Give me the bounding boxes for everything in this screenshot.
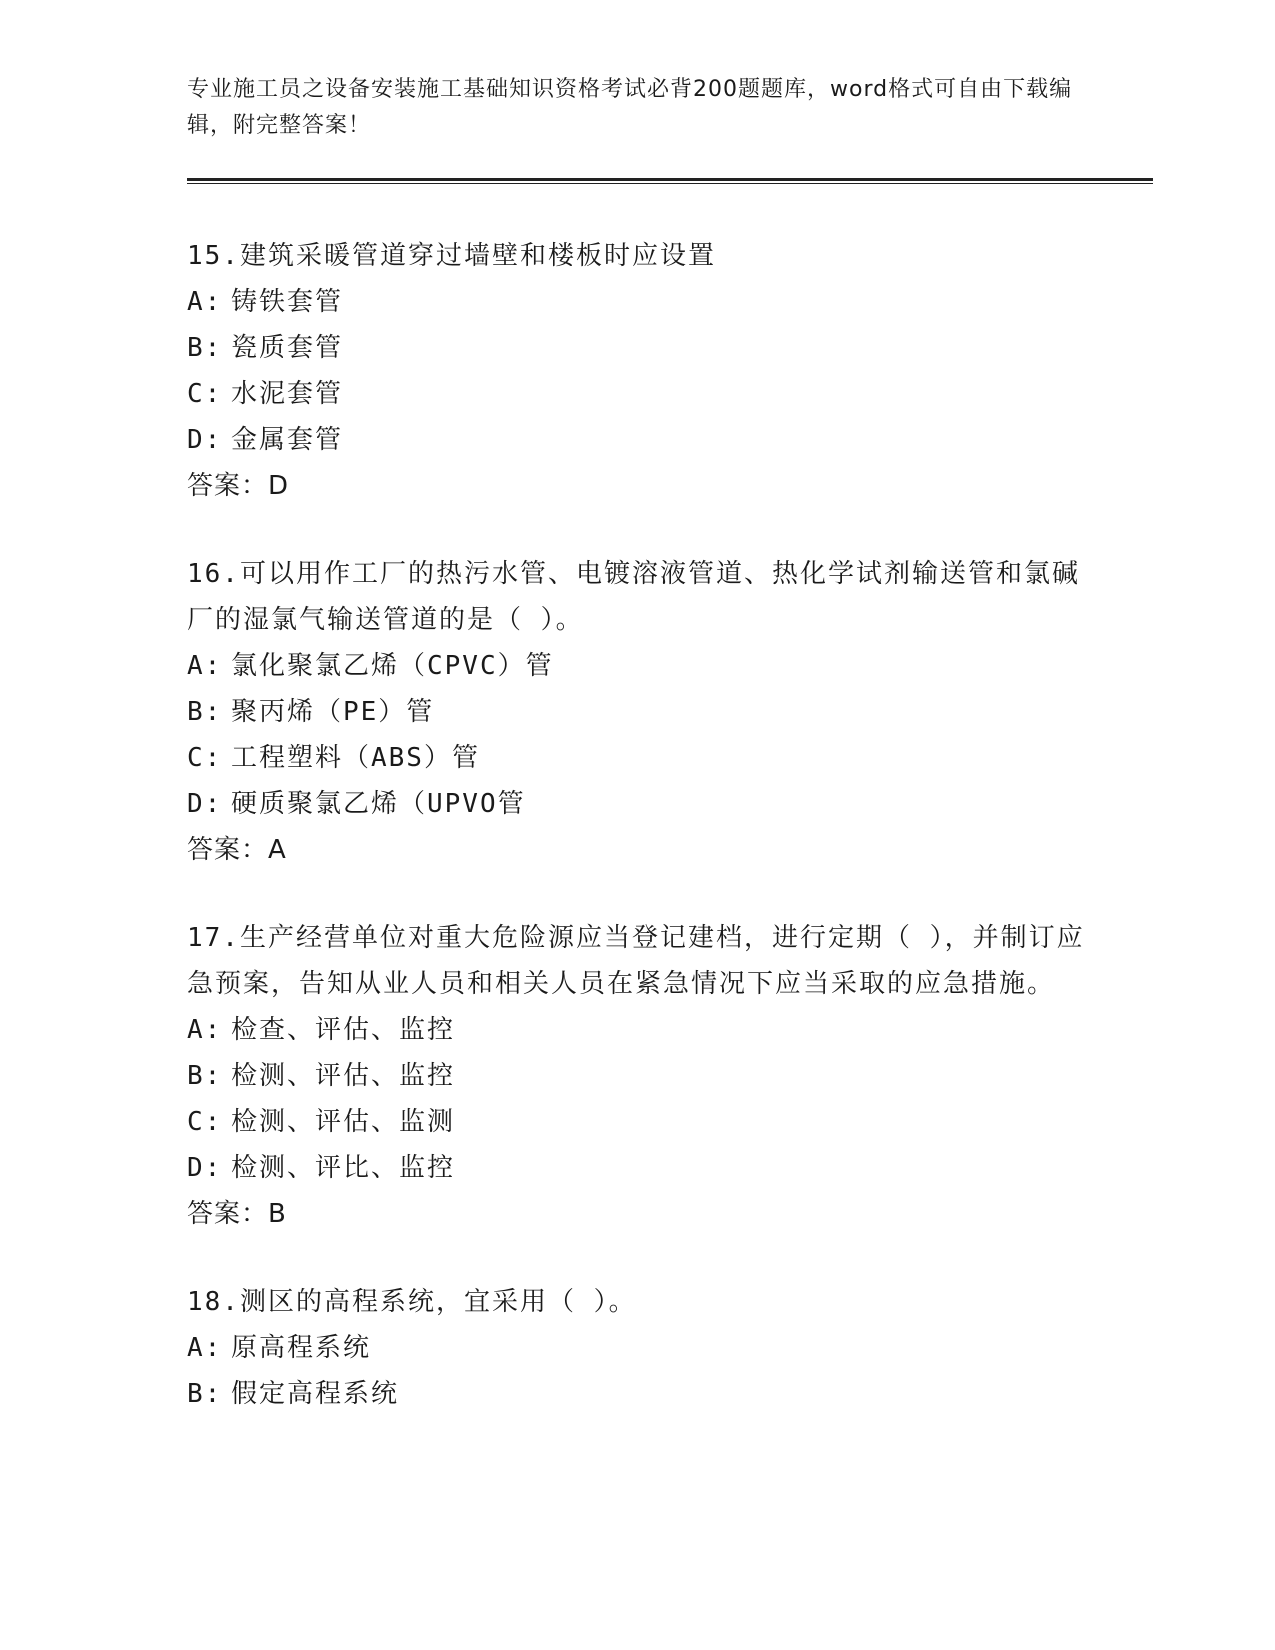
- option-key: B:: [187, 697, 223, 727]
- question-stem: 16.可以用作工厂的热污水管、电镀溶液管道、热化学试剂输送管和氯碱厂的湿氯气输送管道的是（ ）。: [187, 559, 1080, 635]
- question-stem: 17.生产经营单位对重大危险源应当登记建档，进行定期（ ），并制订应急预案，告知从业人员和相关人员在紧急情况下应当采取的应急措施。: [187, 923, 1085, 999]
- option-d: [187, 417, 1087, 463]
- option-b: [187, 1371, 1087, 1417]
- option-c: [187, 735, 1087, 781]
- option-text: 瓷质套管: [231, 333, 344, 363]
- option-text: 原高程系统: [231, 1333, 372, 1363]
- option-d: [187, 1145, 1087, 1191]
- option-text: 铸铁套管: [231, 287, 344, 317]
- option-b: [187, 689, 1087, 735]
- option-key: A:: [187, 1333, 223, 1363]
- option-text: 水泥套管: [231, 379, 344, 409]
- option-a: [187, 1007, 1087, 1053]
- document-header: 专业施工员之设备安装施工基础知识资格考试必背200题题库，word格式可自由下载编辑，附完整答案！: [187, 77, 1073, 138]
- option-key: D:: [187, 425, 223, 455]
- option-text: 金属套管: [231, 425, 344, 455]
- question-stem: 15.建筑采暖管道穿过墙壁和楼板时应设置: [187, 241, 716, 271]
- option-text: 氯化聚氯乙烯（CPVC）管: [231, 651, 554, 681]
- header-divider: [187, 178, 1153, 181]
- option-c: [187, 1099, 1087, 1145]
- option-text: 硬质聚氯乙烯（UPVO管: [231, 789, 526, 819]
- answer-line: 答案：A: [187, 835, 287, 865]
- option-a: [187, 279, 1087, 325]
- question-stem: 18.测区的高程系统，宜采用（ ）。: [187, 1287, 637, 1317]
- answer-line: 答案：B: [187, 1199, 287, 1229]
- option-key: D:: [187, 1153, 223, 1183]
- question-item: [187, 1279, 1087, 1417]
- answer-line: 答案：D: [187, 471, 290, 501]
- option-c: [187, 371, 1087, 417]
- question-item: [187, 551, 1087, 873]
- option-key: A:: [187, 1015, 223, 1045]
- option-key: B:: [187, 1379, 223, 1409]
- option-key: D:: [187, 789, 223, 819]
- question-item: [187, 233, 1087, 509]
- option-text: 工程塑料（ABS）管: [231, 743, 480, 773]
- option-text: 假定高程系统: [231, 1379, 400, 1409]
- option-text: 检测、评比、监控: [231, 1153, 456, 1183]
- option-d: [187, 781, 1087, 827]
- option-text: 检测、评估、监控: [231, 1061, 456, 1091]
- option-a: [187, 643, 1087, 689]
- question-item: [187, 915, 1087, 1237]
- option-text: 检查、评估、监控: [231, 1015, 456, 1045]
- option-b: [187, 1053, 1087, 1099]
- option-key: C:: [187, 743, 223, 773]
- question-list: [187, 233, 1087, 1459]
- option-a: [187, 1325, 1087, 1371]
- option-text: 检测、评估、监测: [231, 1107, 456, 1137]
- option-key: B:: [187, 333, 223, 363]
- option-b: [187, 325, 1087, 371]
- option-key: A:: [187, 287, 223, 317]
- option-key: C:: [187, 1107, 223, 1137]
- option-key: B:: [187, 1061, 223, 1091]
- option-key: A:: [187, 651, 223, 681]
- option-text: 聚丙烯（PE）管: [231, 697, 435, 727]
- option-key: C:: [187, 379, 223, 409]
